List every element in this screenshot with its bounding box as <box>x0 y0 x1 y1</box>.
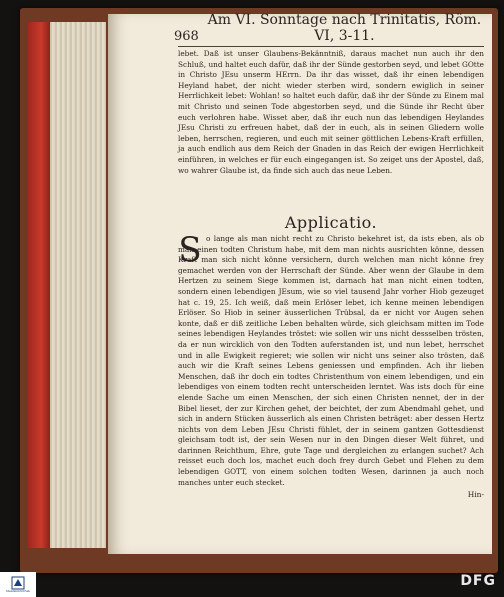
library-logo-text: Staatsbibliothek <box>5 589 31 593</box>
book-page <box>108 14 492 554</box>
red-page-edge <box>28 22 50 548</box>
body-paragraph-2: o lange als man nicht recht zu Christo bekehret ist, da ists eben, als ob man einen todten Christum habe, mit dem man nichts ausrichten könne, dessen Kraft man sich nicht könne versichern, durch welchen man nicht könne frey gemachet werden von der Herrschaft der Sünde. Aber wenn der Glaube in dem Hertzen zu seinem Siege kommen ist, darnach hat man nicht einen todten, sondern einen lebendigen JEsum, wie so viel tausend Jahr vorher Hiob gezeuget hat c. 19, 25. Ich weiß, daß mein Erlöser lebet, ich kenne meinen lebendigen Erlöser. So Hiob in seiner äusserlichen Trübsal, da er nicht vor Augen sehen konte, daß er diß zeitliche Leben behalten würde, sich gleichsam mitten im Tode seines lebendigen Heylandes tröstet: wie sollen wir uns nicht dessselben trösten, da er nun wircklich von den Todten auferstanden ist, und nun lebet, herrschet und in alle Ewigkeit regieret; wie sollen wir nicht uns seiner also trösten, daß auch wir die Kraft seines Lebens geniessen und empfinden. Ach ihr lieben Menschen, daß ihr doch ein todtes Christenthum von einem lebendigen, und ein lebendiges von einem todten recht unterscheiden lerntet. Was ists doch für eine elende Sache um einen Menschen, der sich einen Christen nennet, der in der Bibel lieset, der zur Kirchen gehet, der beichtet, der zum Abendmahl gehet, und sich in andern Stücken äusserlich als einen Christen beträget: aber dessen Hertz nichts von dem Leben JEsu Christi fühlet, der in seinem gantzen Gottesdienst gleichsam todt ist, der sein Wesen nur in den Dingen dieser Welt führet, und darinnen Reichthum, Ehre, gute Tage und dergleichen zu erlangen suchet? Ach reisset euch doch los, machet euch doch frey durch Gebet und Flehen zu dem lebendigen GOTT, von einem solchen todten Wesen, darinnen ja auch noch manches unter euch stecket. <box>178 234 484 487</box>
header-rule <box>178 46 484 47</box>
catchword: Hin- <box>467 490 484 499</box>
drop-cap: S <box>178 230 202 270</box>
library-crest-icon <box>11 576 25 590</box>
body-paragraph-1: lebet. Daß ist unser Glaubens-Bekänntniß, daraus machet nun auch ihr den Schluß, und haltet euch dafür, daß ihr der Sünde gestorben seyd, und lebet GOtte in Christo JEsu unserm HErrn. Da ihr das wisset, daß ihr einen lebendigen Heyland habet, der nicht wieder sterben wird, sondern ewiglich in seiner Herrlichkeit lebet: Wohlan! so haltet euch dafür, daß ihr der Sünde zu Einem mal mit Christo und seinen Tode abgestorben seyd, und die Sünde ihr Recht über euch verlohren habe. Wisset aber, daß ihr euch nun das lebendigen Heylandes JEsu Christi zu erfreuen habet, daß der in euch, als in seinen Gliedern wolle leben, herrschen, regieren, und euch mit seiner göttlichen Lebens-Kraft erfüllen, ja auch endlich aus dem Reich der Gnaden in das Reich der ewigen Herrlichkeit einführen, in welches er für euch eingegangen ist. So zeiget uns der Apostel, daß, wo wahrer Glaube ist, da finde sich auch das neue Leben. <box>178 49 484 175</box>
library-logo <box>0 572 36 597</box>
dfg-logo: DFG <box>460 573 496 589</box>
section-heading: Applicatio. <box>284 213 378 232</box>
running-header <box>174 12 486 44</box>
header-title: Am VI. Sonntage nach Trinitatis, Röm. VI, 3-11. <box>207 12 482 44</box>
page-number: 968 <box>174 29 199 44</box>
